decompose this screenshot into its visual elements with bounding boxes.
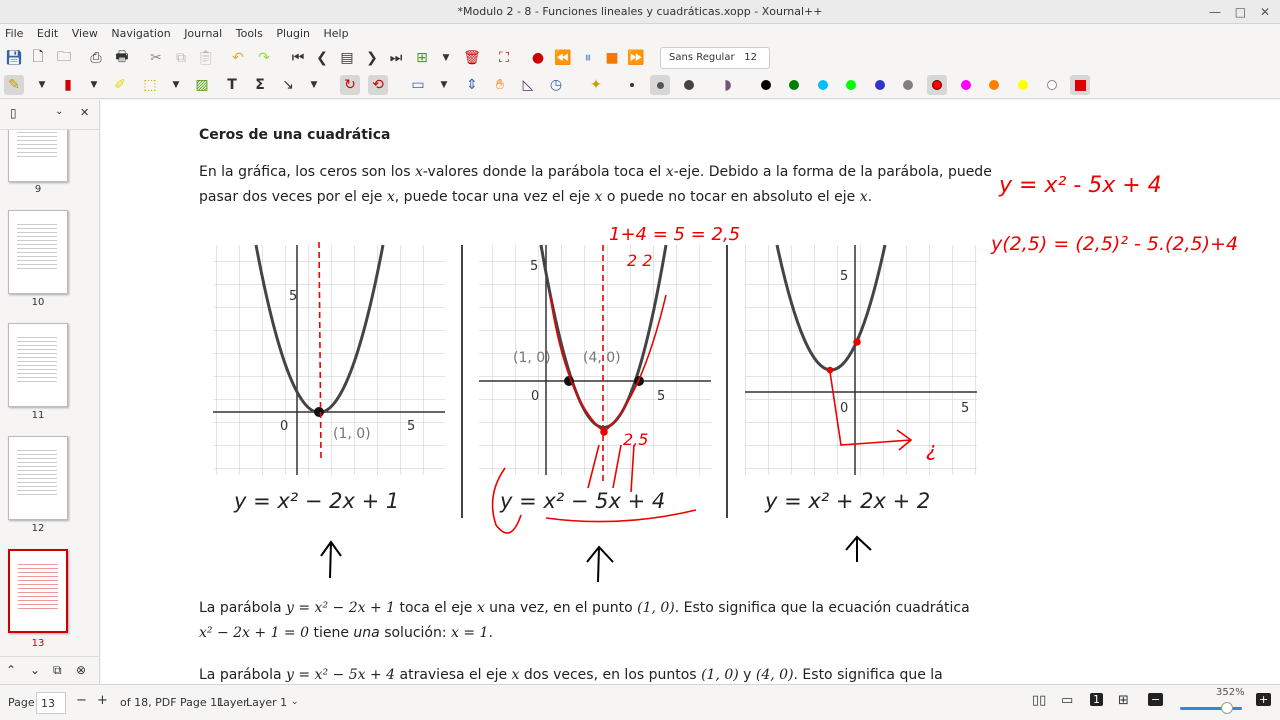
vertex-mark <box>828 368 833 373</box>
print-icon[interactable]: 🖶︎ <box>115 49 129 65</box>
zoom-fit-icon[interactable]: ⊞ <box>1118 693 1129 708</box>
page-thumbnail[interactable] <box>8 130 68 182</box>
page-label: Page <box>8 696 35 709</box>
hand-icon[interactable]: ✋︎ <box>496 77 504 93</box>
point-label: (4, 0) <box>583 350 621 366</box>
eraser-options-chevron-icon[interactable]: ▼ <box>90 80 98 90</box>
dual-page-icon[interactable]: ▯▯ <box>1032 693 1047 708</box>
shape-recognizer-icon[interactable]: ↻ <box>340 75 360 95</box>
document-canvas[interactable] <box>101 100 1280 684</box>
cut-icon[interactable]: ✂ <box>150 50 162 66</box>
text-run: La parábola <box>199 667 287 683</box>
text-tool-icon[interactable]: T <box>227 77 237 93</box>
move-page-down-icon[interactable]: ⌄ <box>30 663 41 677</box>
custom-color-button[interactable] <box>1070 75 1090 95</box>
menu-bar <box>0 24 1280 44</box>
math-var: x <box>594 189 603 205</box>
ink-equation: y = x² - 5x + 4 <box>999 173 1162 198</box>
equation-1: y = x² − 2x + 1 <box>234 489 400 513</box>
pen-settings-icon[interactable]: ✦ <box>590 77 602 93</box>
menu-file[interactable]: File <box>5 27 24 40</box>
goto-page-icon[interactable]: ▤ <box>340 50 354 66</box>
math-expr: x = 1 <box>451 625 489 641</box>
graphs-and-annotations <box>101 100 1280 684</box>
minimize-icon[interactable]: — <box>1208 5 1221 19</box>
text-run: . Esto significa que la <box>793 667 943 683</box>
zoom-out-icon[interactable]: − <box>1148 693 1163 706</box>
pause-icon[interactable]: ⏸ <box>584 50 592 66</box>
select-region-icon[interactable]: ⬚ <box>143 77 157 93</box>
equation-2: y = x² − 5x + 4 <box>500 489 666 513</box>
ink-fraction-denominator: 2 2 <box>627 251 653 270</box>
tick-label-5: 5 <box>530 259 539 274</box>
text-run: En la gráfica, los ceros son los <box>199 164 415 180</box>
shape-options-chevron-icon[interactable]: ▼ <box>310 80 318 90</box>
text-run: una vez, en el punto <box>484 600 638 616</box>
math-var: x <box>476 600 485 616</box>
status-bar <box>0 684 1280 720</box>
math-expr: x² − 2x + 1 = 0 <box>199 625 310 641</box>
color-red[interactable] <box>927 75 947 95</box>
tick-label-5: 5 <box>961 401 970 416</box>
first-page-icon[interactable]: ⏮ <box>291 50 305 66</box>
color-blue[interactable] <box>870 75 890 95</box>
pen-options-chevron-icon[interactable]: ▼ <box>38 80 46 90</box>
next-page-icon[interactable]: ❯ <box>366 50 378 66</box>
sidebar-chevron-down-icon[interactable]: ⌄ <box>55 106 64 117</box>
text-run: tiene <box>309 625 354 641</box>
page-thumbnail-current[interactable] <box>8 549 68 633</box>
menu-tools[interactable]: Tools <box>235 27 263 40</box>
presentation-mode-icon[interactable]: ▭ <box>1061 693 1074 708</box>
graph-3 <box>745 245 977 513</box>
rewind-icon[interactable]: ⏪ <box>554 50 572 66</box>
math-expr: y = x² − 5x + 4 <box>286 667 396 683</box>
tick-label-0: 0 <box>531 389 540 404</box>
tick-label-5: 5 <box>657 389 666 404</box>
page-number-input[interactable]: 13 <box>36 692 66 714</box>
layer-chevron-down-icon[interactable]: ⌄ <box>291 697 299 707</box>
zoom-slider-handle[interactable] <box>1221 702 1233 714</box>
font-size: 12 <box>744 52 757 63</box>
highlighter-icon[interactable]: ✐ <box>114 77 126 93</box>
chevron-down-icon[interactable]: ▼ <box>442 53 450 63</box>
grid <box>745 245 977 475</box>
page-thumbnails <box>0 130 100 655</box>
redo-icon[interactable]: ↷ <box>258 50 270 66</box>
text-run: . <box>867 189 873 205</box>
color-light-blue[interactable] <box>813 75 833 95</box>
math-var: x <box>386 189 395 205</box>
sidebar-close-icon[interactable]: ✕ <box>80 106 90 119</box>
previous-page-icon[interactable]: ❮ <box>316 50 328 66</box>
ink-evaluation: y(2,5) = (2,5)² - 5.(2,5)+4 <box>991 233 1239 255</box>
color-green[interactable] <box>784 75 804 95</box>
eraser-icon[interactable]: ▮ <box>64 77 72 93</box>
vertex-point <box>314 407 324 417</box>
ruler-snap-icon[interactable]: ⟲ <box>368 75 388 95</box>
tick-label-5: 5 <box>840 269 849 284</box>
math-var: x <box>665 164 674 180</box>
page-thumbnail[interactable] <box>8 436 68 520</box>
select-options-chevron-icon[interactable]: ▼ <box>172 80 180 90</box>
menu-view[interactable]: View <box>71 27 98 40</box>
page-count-text: of 18, PDF Page 11 <box>120 696 225 709</box>
save-icon[interactable]: 💾︎ <box>5 50 23 66</box>
open-folder-icon[interactable]: 🗀︎ <box>57 49 71 65</box>
point-label: (1, 0) <box>513 350 551 366</box>
text-run: y <box>738 667 756 683</box>
color-white[interactable] <box>1042 75 1062 95</box>
set-square-icon[interactable]: ◺ <box>522 77 534 93</box>
layer-selector[interactable]: Layer 1 <box>246 696 288 709</box>
sidebar-view-icon[interactable]: ▯ <box>10 106 17 120</box>
ink-arrows <box>321 537 871 582</box>
graph-2 <box>479 245 711 513</box>
latex-tool-icon[interactable]: Σ <box>255 77 265 93</box>
paste-icon[interactable]: 📋︎ <box>197 50 215 66</box>
math-expr: y = x² − 2x + 1 <box>286 600 396 616</box>
copy-page-icon[interactable]: ⧉ <box>53 663 62 677</box>
page-thumbnail-label: 10 <box>31 297 45 308</box>
text-run: -eje. Debido a la forma de la parábola, puede <box>673 164 992 180</box>
size-fine-icon[interactable] <box>622 75 642 95</box>
math-var: x <box>414 164 423 180</box>
image-icon[interactable]: ▨ <box>195 77 209 93</box>
window-title: *Modulo 2 - 8 - Funciones lineales y cuadráticas.xopp - Xournal++ <box>457 5 823 18</box>
fill-icon[interactable]: ◗ <box>724 77 732 93</box>
vertical-space-icon[interactable]: ↘ <box>282 77 294 93</box>
point-mark <box>854 339 860 345</box>
tick-label-5: 5 <box>289 289 298 304</box>
math-var: x <box>511 667 520 683</box>
text-run: dos veces, en los puntos <box>519 667 702 683</box>
compass-icon[interactable]: ◷ <box>549 77 563 93</box>
ink-question: ¿ <box>926 437 937 461</box>
page-thumbnail[interactable] <box>8 210 68 294</box>
rectangle-icon[interactable]: ▭ <box>411 77 425 93</box>
page-thumbnail-label: 9 <box>34 184 42 195</box>
math-expr: (4, 0) <box>755 667 794 683</box>
grid <box>213 245 445 475</box>
menu-plugin[interactable]: Plugin <box>276 27 311 40</box>
size-thick-icon[interactable] <box>679 75 699 95</box>
text-run: . Esto significa que la ecuación cuadrática <box>674 600 970 616</box>
text-run: . <box>488 625 493 641</box>
color-black[interactable] <box>756 75 776 95</box>
page-thumbnail-label: 11 <box>31 410 45 421</box>
point-label: (1, 0) <box>333 426 371 442</box>
ink-fraction: 1+4 = 5 = 2,5 <box>609 224 741 245</box>
page-thumbnail[interactable] <box>8 323 68 407</box>
menu-journal[interactable]: Journal <box>184 27 223 40</box>
title-bar <box>0 0 1280 24</box>
section-heading: Ceros de una cuadrática <box>199 127 391 143</box>
stop-icon[interactable]: ■ <box>605 50 619 66</box>
math-expr: (1, 0) <box>637 600 675 616</box>
fast-forward-icon[interactable]: ⏩ <box>627 50 645 66</box>
page-thumbnail-label: 13 <box>31 638 45 649</box>
ink-value: 2,5 <box>623 430 649 449</box>
size-medium-icon[interactable] <box>650 75 670 95</box>
text-run: La parábola <box>199 600 287 616</box>
equation-3: y = x² + 2x + 2 <box>765 489 931 513</box>
sidebar-header <box>0 100 99 130</box>
insert-page-icon[interactable]: ⊞ <box>416 50 428 66</box>
layer-label: Layer <box>217 696 248 709</box>
close-icon[interactable]: ✕ <box>1259 5 1270 19</box>
font-name: Sans Regular <box>669 52 735 63</box>
menu-help[interactable]: Help <box>323 27 349 40</box>
graph-1 <box>213 245 445 513</box>
menu-navigation[interactable]: Navigation <box>111 27 171 40</box>
page-preview-sidebar <box>0 100 100 684</box>
text-run: -valores donde la parábola toca el <box>422 164 666 180</box>
zoom-level: 352% <box>1216 687 1245 698</box>
pen-icon[interactable]: ✎ <box>4 75 24 95</box>
math-var: x <box>859 189 868 205</box>
tick-label-0: 0 <box>280 419 289 434</box>
color-light-green[interactable] <box>841 75 861 95</box>
draw-options-chevron-icon[interactable]: ▼ <box>440 80 448 90</box>
undo-icon[interactable]: ↶ <box>232 50 244 66</box>
arrow-up-ink <box>587 547 613 582</box>
arrow-up-ink <box>321 542 341 578</box>
tools-toolbar <box>0 71 1280 99</box>
fullscreen-icon[interactable]: ⛶ <box>499 50 509 66</box>
menu-edit[interactable]: Edit <box>36 27 59 40</box>
text-run: , puede tocar una vez el eje <box>394 189 595 205</box>
copy-icon[interactable]: ⧉ <box>176 50 186 66</box>
vertical-space-tool-icon[interactable]: ⇕ <box>466 77 478 93</box>
math-expr: (1, 0) <box>701 667 739 683</box>
zoom-in-icon[interactable]: + <box>1256 693 1271 706</box>
text-run: solución: <box>379 625 452 641</box>
text-run: toca el eje <box>395 600 477 616</box>
page-thumbnail-label: 12 <box>31 523 45 534</box>
delete-page-icon[interactable]: ⊗ <box>76 663 87 677</box>
text-run: atraviesa el eje <box>395 667 512 683</box>
zoom-100-icon[interactable]: 1 <box>1090 693 1103 706</box>
export-pdf-icon[interactable]: ⎙ <box>90 50 102 66</box>
last-page-icon[interactable]: ⏭ <box>389 50 403 66</box>
emphasis-text: una <box>353 625 380 641</box>
record-icon[interactable]: ● <box>531 50 545 66</box>
new-document-icon[interactable]: 🗋︎ <box>32 49 44 65</box>
color-orange[interactable] <box>984 75 1004 95</box>
text-run: pasar dos veces por el eje <box>199 189 387 205</box>
tick-label-5: 5 <box>407 419 416 434</box>
arrow-up-ink <box>846 537 871 562</box>
color-magenta[interactable] <box>956 75 976 95</box>
main-toolbar <box>0 44 1280 72</box>
page-increment-button[interactable]: + <box>97 693 108 708</box>
delete-page-icon[interactable]: 🗑︎ <box>463 50 481 66</box>
color-gray[interactable] <box>898 75 918 95</box>
color-yellow[interactable] <box>1013 75 1033 95</box>
maximize-icon[interactable]: □ <box>1234 5 1247 19</box>
sidebar-footer <box>0 656 100 684</box>
move-page-up-icon[interactable]: ⌃ <box>6 663 17 677</box>
page-decrement-button[interactable]: − <box>76 693 87 708</box>
font-selector-button[interactable] <box>660 47 770 69</box>
tick-label-0: 0 <box>840 401 849 416</box>
text-run: o puede no tocar en absoluto el eje <box>602 189 860 205</box>
